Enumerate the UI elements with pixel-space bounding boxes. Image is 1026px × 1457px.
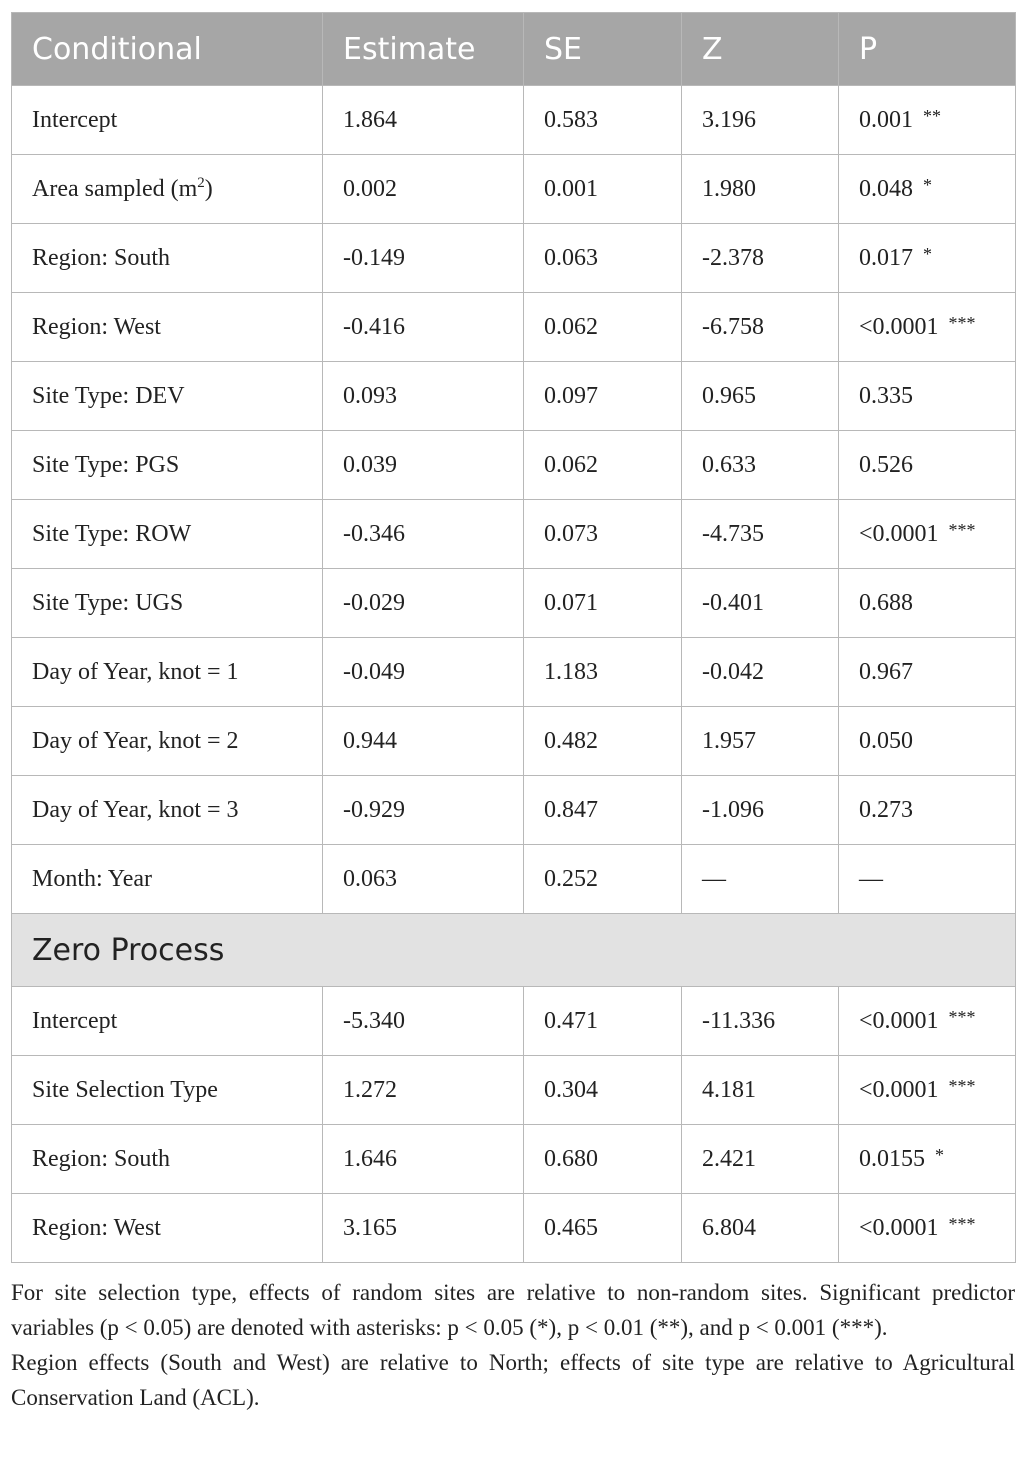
predictor-label [12,776,323,845]
p-value-cell [839,1194,1016,1263]
predictor-label-text: Day of Year, knot = 2 [32,727,239,754]
z-value: 0.633 [682,431,839,500]
p-value: 0.001 [859,107,913,133]
z-value: 1.980 [682,155,839,224]
p-value-cell [839,431,1016,500]
estimate-value: 3.165 [323,1194,524,1263]
se-value: 1.183 [524,638,682,707]
predictor-label-text: Site Type: PGS [32,451,180,478]
z-value: -2.378 [682,224,839,293]
se-value: 0.063 [524,224,682,293]
predictor-label-text: Day of Year, knot = 1 [32,658,239,685]
z-value: -11.336 [682,987,839,1056]
p-value: 0.967 [859,659,913,685]
header-z: Z [682,13,839,86]
p-value-cell [839,500,1016,569]
predictor-label [12,638,323,707]
p-value-cell [839,362,1016,431]
z-value: -0.401 [682,569,839,638]
table-row [12,362,1016,431]
p-value: <0.0001 [859,1008,939,1034]
predictor-label-text: Area sampled (m [32,176,198,202]
table-row [12,638,1016,707]
p-value: <0.0001 [859,1215,939,1241]
predictor-label-text: Region: South [32,244,171,271]
header-se: SE [524,13,682,86]
z-value: 1.957 [682,707,839,776]
footnote-1: For site selection type, effects of random sites are relative to non-random sites. Significant predictor variables (p < 0.05) are denoted with asterisks: p < 0.05 (*), p < 0.01 (**), and p < 0.001 (***). [11,1280,1015,1340]
p-value-cell [839,987,1016,1056]
se-value: 0.062 [524,431,682,500]
p-value: 0.335 [859,383,913,409]
p-value-cell [839,776,1016,845]
estimate-value: 0.002 [323,155,524,224]
predictor-label [12,155,323,224]
section-header-row [12,914,1016,987]
estimate-value: -0.029 [323,569,524,638]
table-row [12,707,1016,776]
p-value-cell [839,293,1016,362]
table-row [12,569,1016,638]
table-row [12,1125,1016,1194]
table-row [12,500,1016,569]
se-value: 0.252 [524,845,682,914]
predictor-label-text: Region: West [32,1214,161,1241]
se-value: 0.071 [524,569,682,638]
table-body [12,86,1016,1263]
z-value: 3.196 [682,86,839,155]
significance-marker: *** [948,313,976,333]
results-table-container [11,12,1015,1263]
z-value: -6.758 [682,293,839,362]
se-value: 0.062 [524,293,682,362]
p-value: 0.273 [859,797,913,823]
header-p: P [839,13,1016,86]
estimate-value: 0.093 [323,362,524,431]
p-value-cell [839,1056,1016,1125]
predictor-label-text: Site Selection Type [32,1076,218,1103]
predictor-label-text: Site Type: DEV [32,382,185,409]
estimate-value: 0.039 [323,431,524,500]
predictor-label-text: Intercept [32,106,118,133]
se-value: 0.680 [524,1125,682,1194]
z-value: -4.735 [682,500,839,569]
se-value: 0.001 [524,155,682,224]
predictor-label-text: Intercept [32,1007,118,1034]
header-conditional: Conditional [12,13,323,86]
z-value: 4.181 [682,1056,839,1125]
table-row [12,845,1016,914]
predictor-label-text: Site Type: UGS [32,589,184,616]
predictor-label [12,569,323,638]
significance-marker: * [935,1145,944,1165]
p-value: <0.0001 [859,314,939,340]
significance-marker: * [923,175,932,195]
z-value: — [682,845,839,914]
predictor-label-text: Day of Year, knot = 3 [32,796,239,823]
estimate-value: -0.346 [323,500,524,569]
p-value-cell [839,155,1016,224]
p-value-cell [839,1125,1016,1194]
se-value: 0.073 [524,500,682,569]
results-table [11,12,1016,1263]
estimate-value: -0.929 [323,776,524,845]
table-row [12,224,1016,293]
predictor-label [12,1194,323,1263]
z-value: 0.965 [682,362,839,431]
significance-marker: *** [948,1214,976,1234]
table-row [12,776,1016,845]
table-footnotes [11,1275,1015,1415]
se-value: 0.097 [524,362,682,431]
se-value: 0.465 [524,1194,682,1263]
predictor-label [12,707,323,776]
predictor-label [12,1056,323,1125]
table-row [12,293,1016,362]
p-value-cell [839,638,1016,707]
p-value-cell [839,86,1016,155]
predictor-label [12,362,323,431]
table-row [12,431,1016,500]
header-row [12,13,1016,86]
table-row [12,86,1016,155]
estimate-value: 1.646 [323,1125,524,1194]
se-value: 0.847 [524,776,682,845]
p-value: — [859,866,883,892]
p-value: 0.050 [859,728,913,754]
predictor-label [12,431,323,500]
estimate-value: -0.149 [323,224,524,293]
predictor-label-text: Month: Year [32,865,153,892]
table-row [12,155,1016,224]
predictor-label-superscript: 2 [197,175,205,191]
p-value: <0.0001 [859,1077,939,1103]
estimate-value: -5.340 [323,987,524,1056]
significance-marker: *** [948,520,976,540]
estimate-value: 0.944 [323,707,524,776]
z-value: 6.804 [682,1194,839,1263]
p-value: 0.688 [859,590,913,616]
p-value-cell [839,569,1016,638]
table-row [12,1194,1016,1263]
significance-marker: *** [948,1007,976,1027]
p-value: 0.526 [859,452,913,478]
se-value: 0.482 [524,707,682,776]
predictor-label [12,500,323,569]
p-value: 0.0155 [859,1146,925,1172]
header-estimate: Estimate [323,13,524,86]
estimate-value: 1.272 [323,1056,524,1125]
z-value: 2.421 [682,1125,839,1194]
p-value: 0.048 [859,176,913,202]
table-row [12,987,1016,1056]
se-value: 0.471 [524,987,682,1056]
p-value-cell [839,707,1016,776]
section-title: Zero Process [12,914,1016,987]
se-value: 0.304 [524,1056,682,1125]
predictor-label [12,987,323,1056]
predictor-label-text: Region: West [32,313,161,340]
predictor-label [12,845,323,914]
predictor-label [12,1125,323,1194]
significance-marker: * [923,244,932,264]
p-value: 0.017 [859,245,913,271]
predictor-label-suffix: ) [204,176,213,202]
significance-marker: *** [948,1076,976,1096]
predictor-label-text: Region: South [32,1145,171,1172]
p-value-cell [839,845,1016,914]
predictor-label-text: Site Type: ROW [32,520,192,547]
estimate-value: -0.416 [323,293,524,362]
predictor-label [12,224,323,293]
p-value-cell [839,224,1016,293]
estimate-value: -0.049 [323,638,524,707]
footnote-2: Region effects (South and West) are relative to North; effects of site type are relative to Agricultural Conservation Land (ACL). [11,1350,1015,1410]
p-value: <0.0001 [859,521,939,547]
significance-marker: ** [923,106,941,126]
z-value: -1.096 [682,776,839,845]
table-row [12,1056,1016,1125]
predictor-label [12,86,323,155]
estimate-value: 0.063 [323,845,524,914]
predictor-label [12,293,323,362]
se-value: 0.583 [524,86,682,155]
z-value: -0.042 [682,638,839,707]
estimate-value: 1.864 [323,86,524,155]
